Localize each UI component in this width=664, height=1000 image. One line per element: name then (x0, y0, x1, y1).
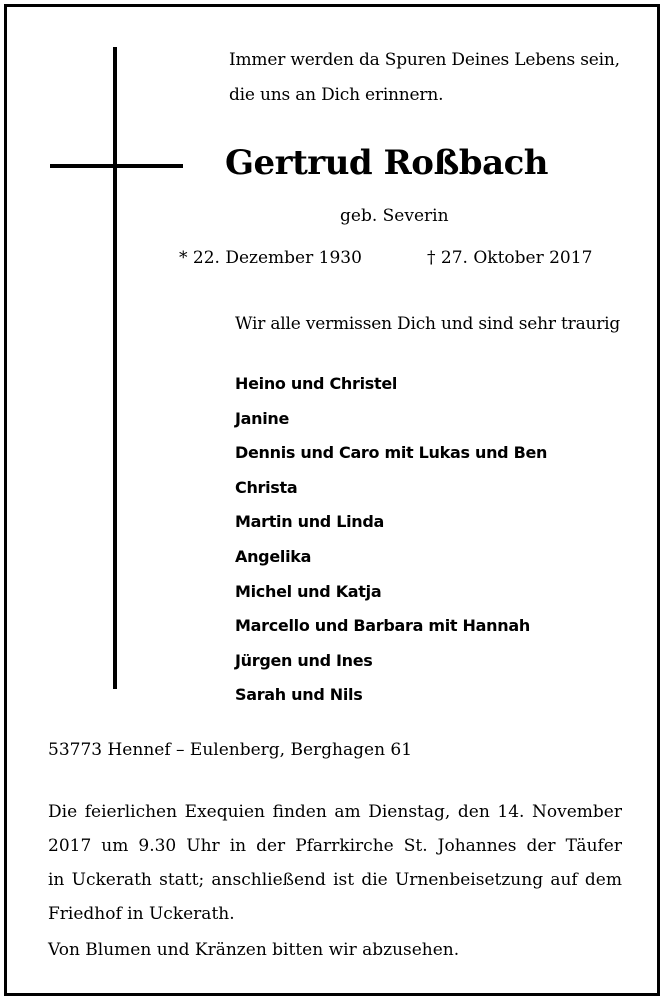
cross-icon-horizontal-bar (50, 164, 183, 168)
list-item: Martin und Linda (235, 512, 385, 532)
service-line: 2017 um 9.30 Uhr in der Pfarrkirche St. Johannes der Täufer (48, 836, 622, 856)
address: 53773 Hennef – Eulenberg, Berghagen 61 (48, 740, 413, 760)
list-item: Dennis und Caro mit Lukas und Ben (235, 443, 548, 463)
family-list (235, 367, 547, 713)
death-date: † 27. Oktober 2017 (427, 248, 593, 268)
motto-line: die uns an Dich erinnern. (229, 85, 444, 105)
service-line: in Uckerath statt; anschließend ist die Urnenbeisetzung auf dem (48, 870, 622, 890)
list-item: Christa (235, 477, 298, 497)
obituary-notice (4, 4, 660, 996)
list-item: Marcello und Barbara mit Hannah (235, 616, 530, 636)
birth-date: * 22. Dezember 1930 (179, 248, 362, 268)
cross-icon-vertical-bar (113, 47, 117, 689)
motto (229, 43, 620, 113)
list-item: Janine (235, 408, 290, 428)
service-line: Friedhof in Uckerath. (48, 904, 235, 924)
service-line: Die feierlichen Exequien finden am Dienstag, den 14. November (48, 802, 622, 822)
service-info (48, 795, 622, 931)
list-item: Sarah und Nils (235, 685, 363, 705)
motto-line: Immer werden da Spuren Deines Lebens sein, (229, 50, 620, 70)
list-item: Angelika (235, 546, 312, 566)
maiden-name: geb. Severin (340, 206, 449, 226)
list-item: Jürgen und Ines (235, 650, 373, 670)
list-item: Michel und Katja (235, 581, 382, 601)
list-item: Heino und Christel (235, 374, 398, 393)
deceased-name: Gertrud Roßbach (225, 143, 549, 183)
flowers-note: Von Blumen und Kränzen bitten wir abzusehen. (48, 940, 460, 960)
mourning-text: Wir alle vermissen Dich und sind sehr traurig (235, 314, 621, 334)
